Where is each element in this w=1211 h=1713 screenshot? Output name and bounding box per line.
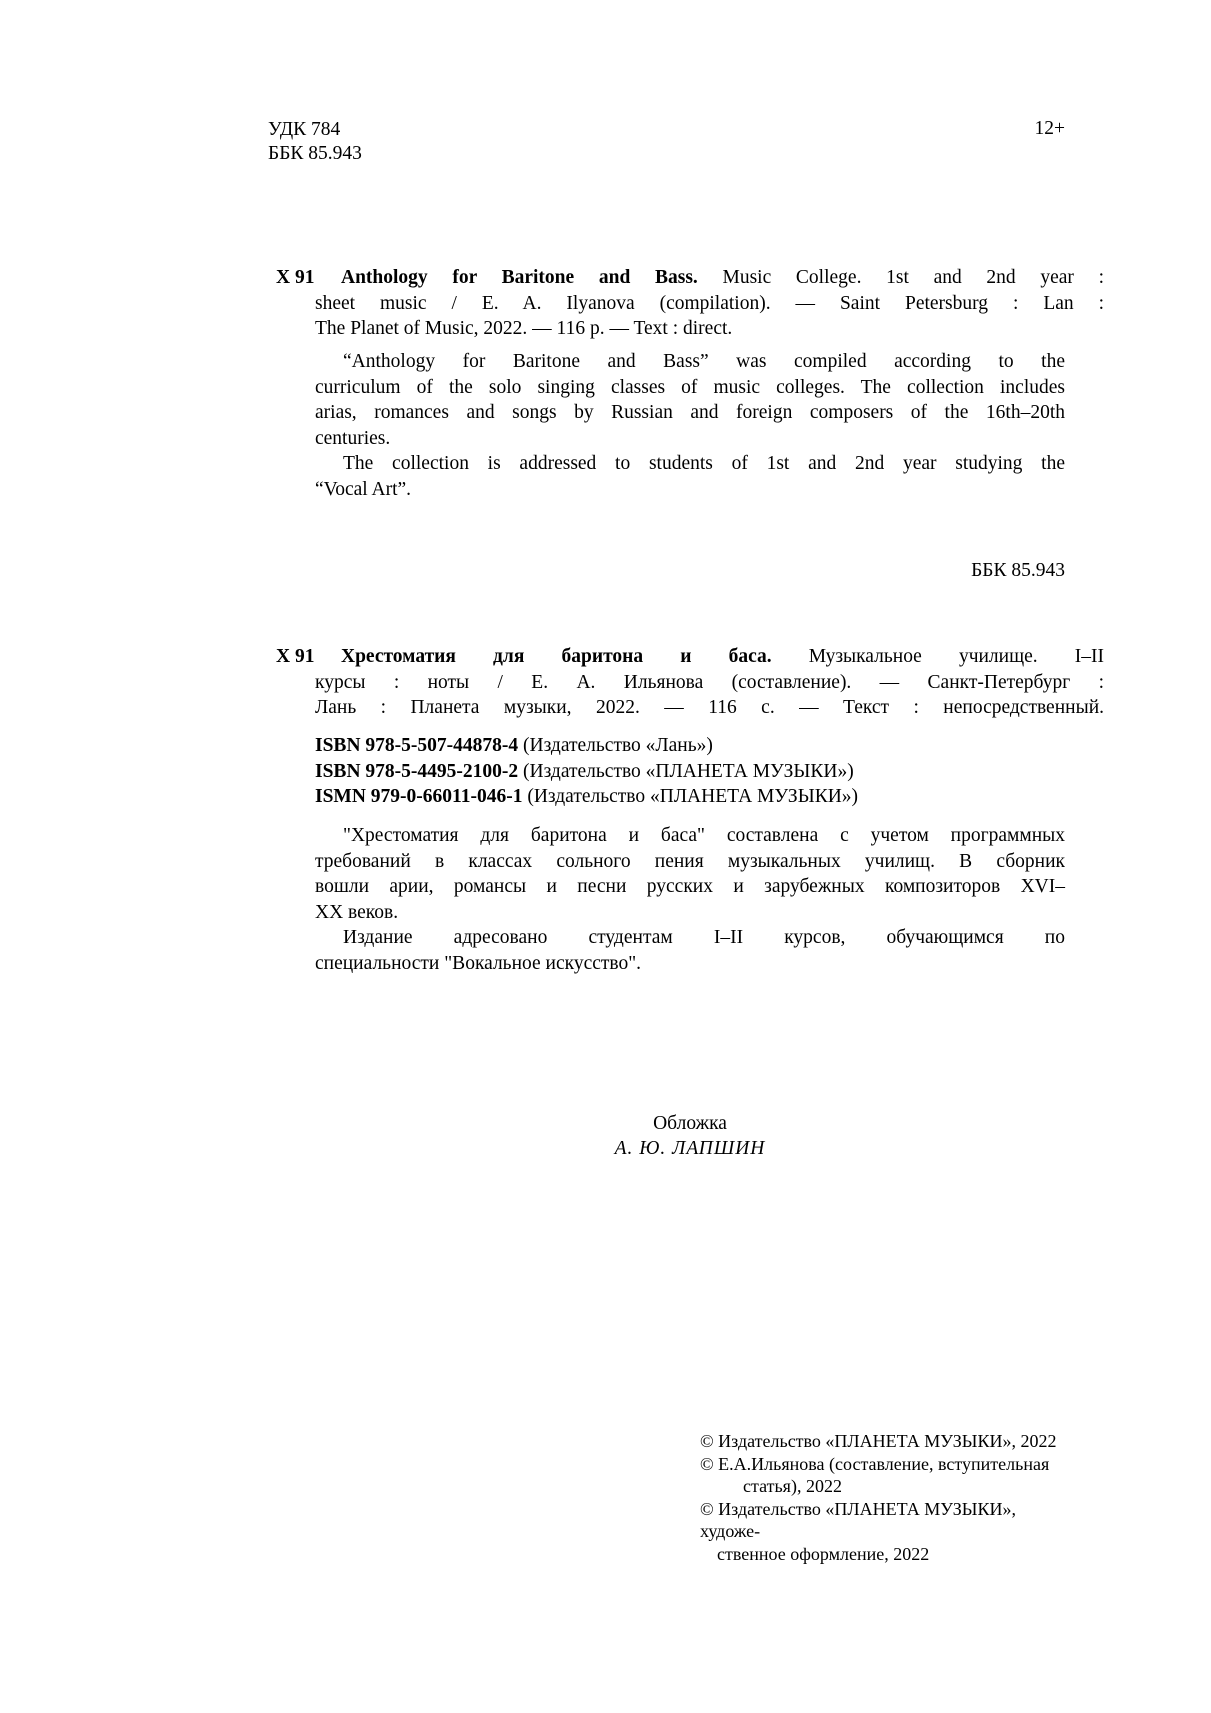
- isbn-publisher: (Издательство «Лань»): [523, 735, 713, 756]
- annotation-en: [315, 349, 1065, 502]
- entry-line: курсы : ноты / Е. А. Ильянова (составление). — Санкт-Петербург :: [315, 671, 1104, 693]
- annotation-line: “Vocal Art”.: [315, 478, 412, 500]
- isbn-publisher: (Издательство «ПЛАНЕТА МУЗЫКИ»): [523, 760, 854, 782]
- ismn-publisher: (Издательство «ПЛАНЕТА МУЗЫКИ»): [527, 786, 859, 807]
- annotation-ru: [315, 823, 1065, 976]
- isbn-code: ISBN 978-5-4495-2100-2: [315, 760, 519, 782]
- entry-line: [315, 644, 1104, 670]
- udk-code: УДК 784: [268, 119, 341, 140]
- copyright-block: [700, 1430, 1080, 1565]
- annotation-line: The collection is addressed to students of 1st and 2nd year studying the: [343, 453, 1065, 474]
- annotation-line: вошли арии, романсы и песни русских и зарубежных композиторов XVI–: [315, 876, 1065, 897]
- annotation-line: Издание адресовано студентам I–II курсов, обучающимся по: [343, 927, 1065, 948]
- copyright-line: статья), 2022: [743, 1476, 842, 1496]
- cover-credit-role: Обложка: [653, 1113, 727, 1134]
- cover-credit: [315, 1112, 1065, 1161]
- bbk-code-right: ББК 85.943: [971, 560, 1065, 581]
- catalog-entry-ru: [276, 644, 1104, 721]
- classification-codes: [268, 118, 362, 166]
- entry-label: X 91: [276, 646, 315, 667]
- entry-label: X 91: [276, 267, 315, 288]
- annotation-line: “Anthology for Baritone and Bass” was compiled according to the: [343, 351, 1065, 372]
- isbn-line: [315, 784, 1065, 810]
- annotation-line: curriculum of the solo singing classes of music colleges. The collection includes: [315, 376, 1065, 398]
- annotation-line: arias, romances and songs by Russian and foreign composers of the 16th–20th: [315, 402, 1065, 423]
- copyright-line: © Издательство «ПЛАНЕТА МУЗЫКИ», 2022: [700, 1431, 1057, 1451]
- copyright-line: ственное оформление, 2022: [717, 1543, 930, 1564]
- annotation-line: centuries.: [315, 427, 391, 449]
- annotation-line: "Хрестоматия для баритона и баса" составлена с учетом программных: [343, 825, 1065, 846]
- annotation-line: требований в классах сольного пения музыкальных училищ. В сборник: [315, 850, 1065, 872]
- isbn-code: ISBN 978-5-507-44878-4: [315, 735, 519, 756]
- bbk-code: ББК 85.943: [268, 143, 362, 164]
- copyright-line: © Издательство «ПЛАНЕТА МУЗЫКИ», художе-: [700, 1498, 1016, 1541]
- ismn-code: ISMN 979-0-66011-046-1: [315, 786, 523, 807]
- entry-text: Music College. 1st and 2nd year :: [722, 267, 1104, 288]
- entry-line: sheet music / E. A. Ilyanova (compilation). — Saint Petersburg : Lan :: [315, 292, 1104, 314]
- isbn-list: [315, 733, 1065, 810]
- entry-text: Музыкальное училище. I–II: [808, 646, 1104, 667]
- isbn-line: [315, 759, 1065, 785]
- entry-line: The Planet of Music, 2022. — 116 p. — Text : direct.: [315, 318, 733, 339]
- catalog-entry-en: [276, 265, 1104, 342]
- entry-title: Anthology for Baritone and Bass.: [341, 267, 698, 288]
- isbn-line: [315, 733, 1065, 759]
- annotation-line: XX веков.: [315, 901, 399, 923]
- annotation-line: специальности "Вокальное искусство".: [315, 952, 642, 974]
- entry-title: Хрестоматия для баритона и баса.: [341, 646, 772, 667]
- entry-line: [315, 265, 1104, 291]
- entry-line: Лань : Планета музыки, 2022. — 116 с. — Текст : непосредственный.: [315, 697, 1104, 718]
- copyright-line: © Е.А.Ильянова (составление, вступительная: [700, 1453, 1050, 1474]
- age-rating: 12+: [1034, 118, 1065, 139]
- cover-designer-name: А. Ю. ЛАПШИН: [614, 1137, 766, 1159]
